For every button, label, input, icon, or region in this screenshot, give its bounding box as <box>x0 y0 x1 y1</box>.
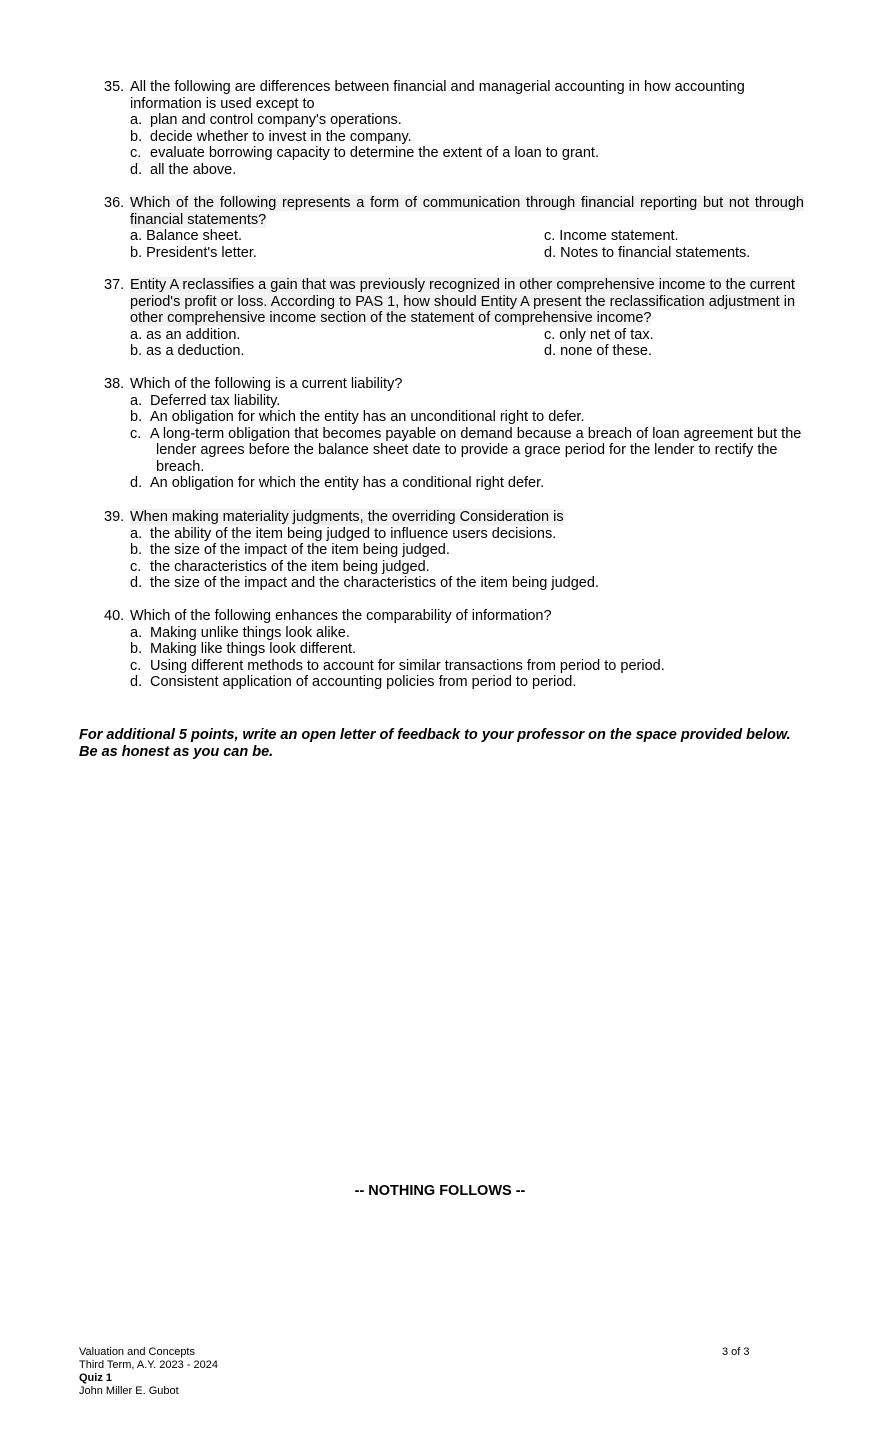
option-text: evaluate borrowing capacity to determine the extent of a loan to grant. <box>150 145 599 161</box>
option-letter: a. <box>130 624 143 641</box>
question-number: 38. <box>104 376 125 392</box>
option-text: Consistent application of accounting policies from period to period. <box>150 674 577 690</box>
option: d. Notes to financial statements. <box>544 244 751 261</box>
option-letter: c. <box>130 657 142 674</box>
footer <box>79 1346 218 1398</box>
feedback-instruction: For additional 5 points, write an open letter of feedback to your professor on the space provided below. Be as honest as you can be. <box>79 727 791 760</box>
question-number: 40. <box>104 608 125 624</box>
option-letter: a. <box>130 112 143 128</box>
footer-quiz: Quiz 1 <box>79 1372 113 1384</box>
option <box>130 426 804 476</box>
option: c. only net of tax. <box>544 326 654 343</box>
question-35 <box>104 79 804 178</box>
option-letter: c. <box>130 558 142 575</box>
option <box>130 542 804 559</box>
option-text: the ability of the item being judged to influence users decisions. <box>150 525 557 542</box>
question-stem: All the following are differences between financial and managerial accounting in how accounting information is used except to <box>130 79 745 112</box>
option-text: the size of the impact of the item being judged. <box>150 542 450 558</box>
question-39 <box>104 509 804 592</box>
question-number: 37. <box>104 277 125 293</box>
option <box>130 625 804 642</box>
option <box>130 658 804 675</box>
footer-term: Third Term, A.Y. 2023 - 2024 <box>79 1359 219 1371</box>
option-text: An obligation for which the entity has a conditional right defer. <box>150 475 545 491</box>
highlighted-stem: Which of the following represents a form of communication through financial reporting but not through financial statements? <box>130 195 804 228</box>
question-number: 36. <box>104 195 125 211</box>
option-letter: d. <box>130 161 143 178</box>
option <box>130 409 804 426</box>
question-stem: Which of the following enhances the comparability of information? <box>130 608 552 624</box>
question-40 <box>104 608 804 691</box>
option-text: plan and control company's operations. <box>150 112 402 128</box>
option-letter: a. <box>130 525 143 542</box>
footer-course: Valuation and Concepts <box>79 1346 195 1358</box>
option <box>130 112 804 129</box>
option <box>130 129 804 146</box>
options-grid <box>130 228 804 261</box>
option: a. Balance sheet. <box>130 228 243 244</box>
question-38 <box>104 376 804 492</box>
option-text: Using different methods to account for similar transactions from period to period. <box>150 657 665 674</box>
option-text: the size of the impact and the characteristics of the item being judged. <box>150 575 599 591</box>
option-letter: c. <box>130 425 142 442</box>
option <box>130 475 804 492</box>
option <box>130 641 804 658</box>
question-stem <box>130 509 804 526</box>
option: c. Income statement. <box>544 228 679 244</box>
option-text: Deferred tax liability. <box>150 392 281 409</box>
option-letter: d. <box>130 475 143 491</box>
option-text: the characteristics of the item being judged. <box>150 558 430 575</box>
question-stem: Which of the following is a current liability? <box>130 376 403 392</box>
option-letter: b. <box>130 542 143 558</box>
question-36 <box>104 195 804 261</box>
option-text: all the above. <box>150 161 237 178</box>
option-letter: b. <box>130 128 143 145</box>
option-letter: a. <box>130 392 143 409</box>
question-number: 39. <box>104 509 125 525</box>
option <box>130 145 804 162</box>
option-text: Making unlike things look alike. <box>150 624 350 641</box>
option-text-content: A long-term obligation that becomes payable on demand because a breach of loan agreement but the lender agrees before the balance sheet date to provide a grace period for the lender to rectify the breach. <box>150 425 802 475</box>
option-letter: c. <box>130 145 142 161</box>
option-text: Making like things look different. <box>150 641 357 657</box>
option-text <box>150 426 804 476</box>
option <box>130 162 804 179</box>
highlighted-stem: Entity A reclassifies a gain that was previously recognized in other comprehensive income to the current period's profit or loss. According to PAS 1, how should Entity A present the reclassification adjustment in other comprehensive income section of the statement of comprehensive income? <box>130 277 796 326</box>
option: b. President's letter. <box>130 244 257 261</box>
question-stem <box>130 277 804 327</box>
option <box>130 559 804 576</box>
question-number: 35. <box>104 79 125 95</box>
option <box>130 393 804 410</box>
option <box>130 526 804 543</box>
option-letter: d. <box>130 674 143 690</box>
option-letter: b. <box>130 409 143 425</box>
footer-author: John Miller E. Gubot <box>79 1385 179 1397</box>
options-grid <box>130 327 804 360</box>
option-letter: d. <box>130 575 143 591</box>
question-37 <box>104 277 804 360</box>
option-text: decide whether to invest in the company. <box>150 128 412 145</box>
highlighted-stem: When making materiality judgments, the overriding Consideration is <box>130 509 564 525</box>
option-text: An obligation for which the entity has an unconditional right to defer. <box>150 409 585 425</box>
option-letter: b. <box>130 641 143 657</box>
option: a. as an addition. <box>130 326 241 343</box>
option <box>130 575 804 592</box>
page-number: 3 of 3 <box>722 1346 750 1358</box>
option <box>130 674 804 691</box>
option: b. as a deduction. <box>130 343 245 359</box>
end-marker: -- NOTHING FOLLOWS -- <box>354 1183 526 1199</box>
option: d. none of these. <box>544 343 653 359</box>
question-stem <box>130 195 804 228</box>
